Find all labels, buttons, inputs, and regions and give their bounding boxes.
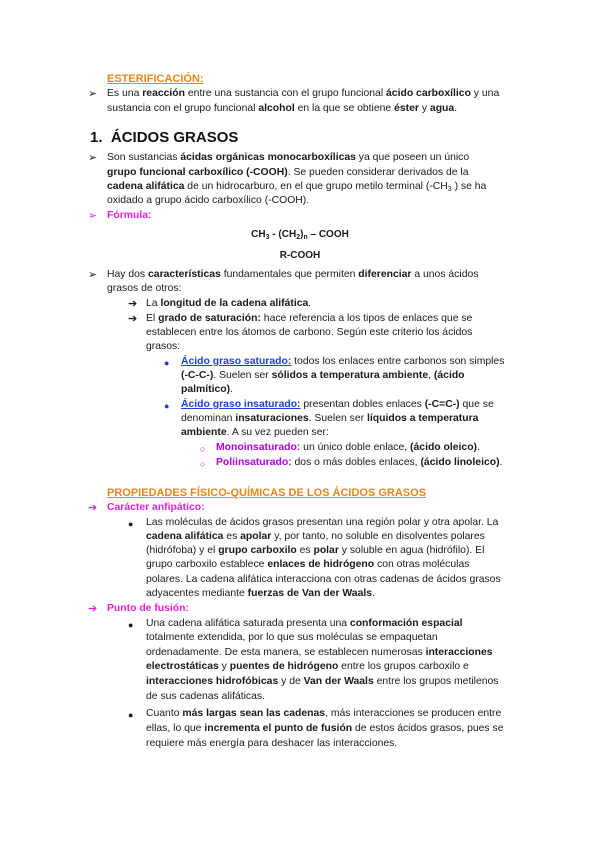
right-arrow-icon: ➔	[88, 603, 98, 615]
fusion-line-1: Una cadena alifática saturada presenta una conformación espacial	[146, 618, 463, 629]
saturado-line-2: (-C-C-). Suelen ser sólidos a temperatura ambiente, (ácido	[181, 370, 465, 381]
anfipatico-label: Carácter anfipático:	[107, 502, 205, 513]
esterificacion-line-2: sustancia con el grupo funcional alcohol en la que se obtiene éster y agua.	[107, 103, 458, 114]
esterificacion-line-1: Es una reacción entre una sustancia con el grupo funcional ácido carboxílico y una	[107, 88, 500, 99]
acidos-line-2: grupo funcional carboxílico (-COOH). Se pueden considerar derivados de la	[107, 167, 469, 178]
insaturado-line-3: ambiente. A su vez pueden ser:	[181, 427, 329, 438]
fusion-label: Punto de fusión:	[107, 603, 189, 614]
right-arrow-icon: ➔	[128, 298, 138, 310]
fusion-line-4: electrostáticas y puentes de hidrógeno entre los grupos carboxilo e	[146, 661, 469, 672]
bullet-dot-icon: ●	[128, 710, 134, 720]
insaturado-line-2: denominan insaturaciones. Suelen ser líquidos a temperatura	[181, 413, 479, 424]
saturacion-line-3: grasos:	[146, 341, 181, 352]
right-arrow-icon: ➔	[88, 502, 98, 514]
cadenas-line-3: requiere más energía para deshacer las interacciones.	[146, 738, 398, 749]
caracteristicas-line-1: Hay dos características fundamentales que permiten diferenciar a unos ácidos	[107, 269, 479, 280]
anfipatico-line-3: (hidrófoba) y el grupo carboxilo es polar y soluble en agua (hidrófilo). El	[146, 545, 485, 556]
anfipatico-line-1: Las moléculas de ácidos grasos presentan una región polar y otra apolar. La	[146, 517, 499, 528]
acidos-line-1: Son sustancias ácidas orgánicas monocarboxílicas ya que poseen un único	[107, 152, 470, 163]
bullet-circle-icon: ○	[200, 444, 206, 454]
section-title: 1. ÁCIDOS GRASOS	[90, 129, 239, 146]
anfipatico-line-6: adyacentes mediante fuerzas de Van der Waals.	[146, 588, 375, 599]
bullet-dot-icon: ●	[164, 401, 170, 411]
saturacion-line-1: El grado de saturación: hace referencia a los tipos de enlaces que se	[146, 313, 473, 324]
anfipatico-line-4: grupo carboxilo establece enlaces de hidrógeno con otras moléculas	[146, 559, 470, 570]
cadenas-line-1: Cuanto más largas sean las cadenas, más interacciones se producen entre	[146, 708, 502, 719]
fusion-line-5: interacciones hidrofóbicas y de Van der Waals entre los grupos metilenos	[146, 676, 499, 687]
saturacion-line-2: establecen entre los átomos de carbono. Según este criterio los ácidos	[146, 327, 473, 338]
right-arrow-icon: ➔	[128, 313, 138, 325]
acidos-line-4: oxidado a grupo ácido carboxílico (-COOH).	[107, 195, 310, 206]
arrow-bullet-icon: ➢	[88, 210, 98, 222]
bullet-circle-icon: ○	[200, 459, 206, 469]
poliinsaturado-item: Poliinsaturado: dos o más dobles enlaces, (ácido linoleico).	[216, 457, 503, 468]
fusion-line-2: totalmente extendida, por lo que sus moléculas se empaquetan	[146, 632, 438, 643]
bullet-dot-icon: ●	[128, 519, 134, 529]
arrow-bullet-icon: ➢	[88, 269, 98, 281]
caracteristicas-line-2: grasos de otros:	[107, 283, 182, 294]
formula-line-2: R-COOH	[279, 250, 321, 261]
monoinsaturado-item: Monoinsaturado: un único doble enlace, (ácido oleico).	[216, 442, 480, 453]
arrow-bullet-icon: ➢	[88, 88, 98, 100]
acidos-line-3: cadena alifática de un hidrocarburo, en el que grupo metilo terminal ($-CH_3$ ) se ha	[107, 181, 487, 193]
propiedades-title: PROPIEDADES FÍSICO-QUÍMICAS DE LOS ÁCIDOS GRASOS	[107, 487, 427, 499]
formula-line-1: $CH_3 - (CH_2)_n$ – COOH	[251, 229, 349, 241]
bullet-dot-icon: ●	[164, 358, 170, 368]
anfipatico-line-2: cadena alifática es apolar y, por tanto, no soluble en disolventes polares	[146, 531, 485, 542]
arrow-bullet-icon: ➢	[88, 152, 98, 164]
anfipatico-line-5: polares. La cadena alifática interacciona con otras cadenas de ácidos grasos	[146, 574, 501, 585]
cadenas-line-2: ellas, lo que incrementa el punto de fusión de estos ácidos grasos, pues se	[146, 723, 504, 734]
formula-label: Fórmula:	[107, 210, 152, 221]
saturado-line-3: palmítico).	[181, 384, 233, 395]
fusion-line-6: de sus cadenas alifáticas.	[146, 691, 265, 702]
saturado-line-1: Ácido graso saturado: todos los enlaces entre carbonos son simples	[181, 356, 505, 367]
longitud-item: La longitud de la cadena alifática.	[146, 298, 312, 309]
esterificacion-title: ESTERIFICACIÓN:	[107, 73, 204, 85]
insaturado-line-1: Ácido graso insaturado: presentan dobles enlaces (-C=C-) que se	[181, 399, 494, 410]
bullet-dot-icon: ●	[128, 620, 134, 630]
fusion-line-3: ordenadamente. De esta manera, se establecen numerosas interacciones	[146, 647, 493, 658]
